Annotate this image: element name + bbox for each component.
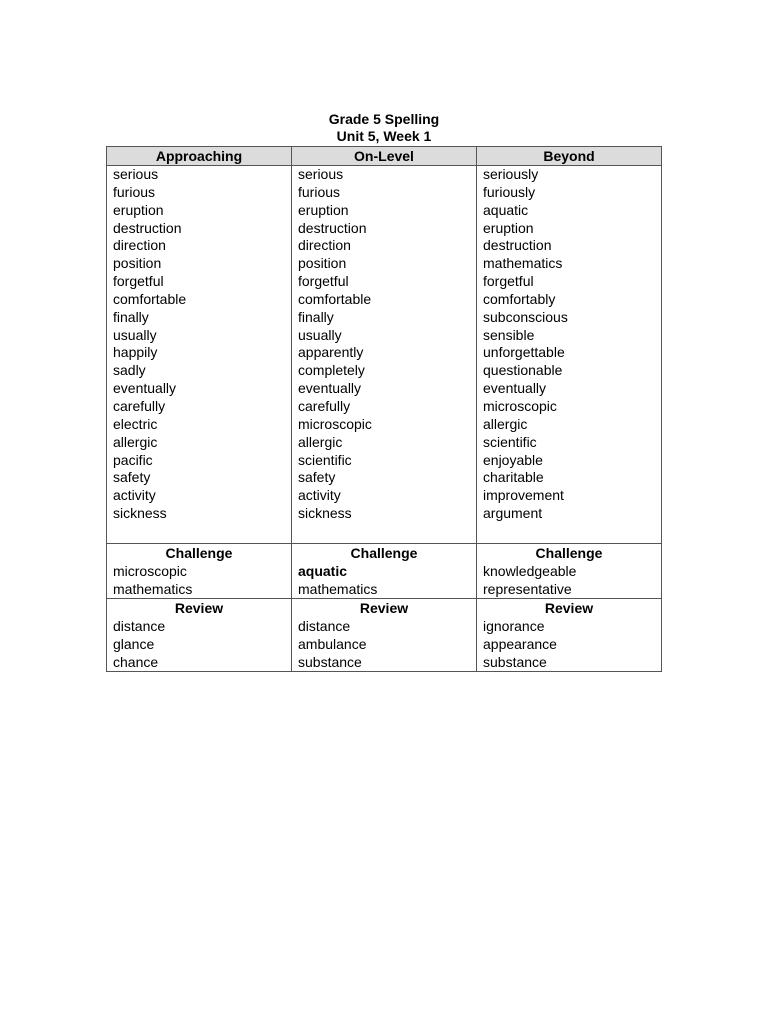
approaching-word-list — [113, 166, 285, 523]
word-item: eruption — [298, 201, 349, 218]
column-header-beyond: Beyond — [477, 147, 662, 166]
review-heading: Review — [544, 600, 594, 616]
approaching-words-cell — [107, 166, 292, 544]
word-item: sickness — [113, 505, 167, 522]
word-item: sensible — [483, 326, 535, 343]
word-item: substance — [483, 654, 547, 670]
word-item: mathematics — [483, 255, 563, 272]
word-item: activity — [113, 487, 156, 504]
word-item: chance — [113, 654, 159, 670]
approaching-review-list — [113, 617, 285, 671]
word-item: activity — [298, 487, 341, 504]
word-item: scientific — [298, 451, 352, 468]
word-item: position — [298, 255, 347, 272]
word-item: aquatic — [298, 563, 348, 579]
column-header-approaching: Approaching — [107, 147, 292, 166]
word-item: usually — [298, 326, 342, 343]
word-item: questionable — [483, 362, 563, 379]
word-item: unforgettable — [483, 344, 565, 361]
word-item: sickness — [298, 505, 352, 522]
word-item: safety — [113, 469, 151, 486]
word-item: comfortably — [483, 290, 556, 307]
challenge-heading: Challenge — [350, 545, 418, 561]
spelling-table — [106, 146, 662, 672]
word-item: appearance — [483, 636, 557, 652]
beyond-words-cell — [477, 166, 662, 544]
page-subtitle: Unit 5, Week 1 — [336, 128, 432, 144]
approaching-challenge-cell — [107, 544, 292, 599]
word-item: allergic — [113, 433, 158, 450]
beyond-review-cell — [477, 599, 662, 672]
word-item: representative — [483, 581, 572, 597]
word-item: distance — [298, 618, 351, 634]
word-item: mathematics — [113, 581, 193, 597]
word-item: furious — [298, 183, 341, 200]
word-item: microscopic — [113, 563, 187, 579]
on-level-challenge-cell — [292, 544, 477, 599]
header-row — [107, 147, 662, 166]
word-item: furious — [113, 183, 156, 200]
word-item: completely — [298, 362, 365, 379]
page-title: Grade 5 Spelling — [328, 111, 440, 127]
word-item: carefully — [298, 397, 351, 414]
word-item: happily — [113, 344, 158, 361]
on-level-review-list — [298, 617, 470, 671]
word-item: eventually — [298, 380, 362, 397]
word-item: electric — [113, 415, 158, 432]
word-item: destruction — [298, 219, 367, 236]
review-row — [107, 599, 662, 672]
word-item: substance — [298, 654, 362, 670]
beyond-challenge-cell — [477, 544, 662, 599]
challenge-heading: Challenge — [165, 545, 233, 561]
word-item: microscopic — [298, 415, 372, 432]
word-item: usually — [113, 326, 157, 343]
word-item: destruction — [113, 219, 182, 236]
word-item: position — [113, 255, 162, 272]
word-item: eventually — [113, 380, 177, 397]
word-item: eruption — [483, 219, 534, 236]
word-item: mathematics — [298, 581, 378, 597]
word-item: serious — [113, 166, 159, 182]
word-item: allergic — [483, 415, 528, 432]
word-item: furiously — [483, 183, 536, 200]
word-item: carefully — [113, 397, 166, 414]
word-item: distance — [113, 618, 166, 634]
challenge-row — [107, 544, 662, 599]
word-item: eventually — [483, 380, 547, 397]
beyond-word-list — [483, 166, 655, 523]
word-item: destruction — [483, 237, 552, 254]
word-item: finally — [113, 308, 149, 325]
word-item: ignorance — [483, 618, 545, 634]
word-item: direction — [113, 237, 166, 254]
on-level-challenge-list — [298, 562, 470, 598]
word-item: sadly — [113, 362, 146, 379]
word-item: argument — [483, 505, 543, 522]
word-item: direction — [298, 237, 351, 254]
word-item: safety — [298, 469, 336, 486]
word-item: serious — [298, 166, 344, 182]
word-item: seriously — [483, 166, 539, 182]
word-item: charitable — [483, 469, 544, 486]
word-item: knowledgeable — [483, 563, 577, 579]
column-header-on-level: On-Level — [292, 147, 477, 166]
word-item: aquatic — [483, 201, 529, 218]
word-item: ambulance — [298, 636, 367, 652]
word-item: microscopic — [483, 397, 557, 414]
on-level-review-cell — [292, 599, 477, 672]
word-item: scientific — [483, 433, 537, 450]
word-item: eruption — [113, 201, 164, 218]
word-item: glance — [113, 636, 155, 652]
review-heading: Review — [174, 600, 224, 616]
word-item: comfortable — [113, 290, 187, 307]
review-heading: Review — [359, 600, 409, 616]
word-item: apparently — [298, 344, 364, 361]
word-item: comfortable — [298, 290, 372, 307]
word-item: forgetful — [298, 273, 349, 290]
beyond-review-list — [483, 617, 655, 671]
word-item: improvement — [483, 487, 564, 504]
approaching-challenge-list — [113, 562, 285, 598]
on-level-word-list — [298, 166, 470, 523]
word-item: pacific — [113, 451, 153, 468]
word-item: finally — [298, 308, 334, 325]
word-item: forgetful — [483, 273, 534, 290]
challenge-heading: Challenge — [535, 545, 603, 561]
on-level-words-cell — [292, 166, 477, 544]
word-list-row — [107, 166, 662, 544]
word-item: subconscious — [483, 308, 568, 325]
word-item: enjoyable — [483, 451, 543, 468]
approaching-review-cell — [107, 599, 292, 672]
word-item: forgetful — [113, 273, 164, 290]
beyond-challenge-list — [483, 562, 655, 598]
word-item: allergic — [298, 433, 343, 450]
